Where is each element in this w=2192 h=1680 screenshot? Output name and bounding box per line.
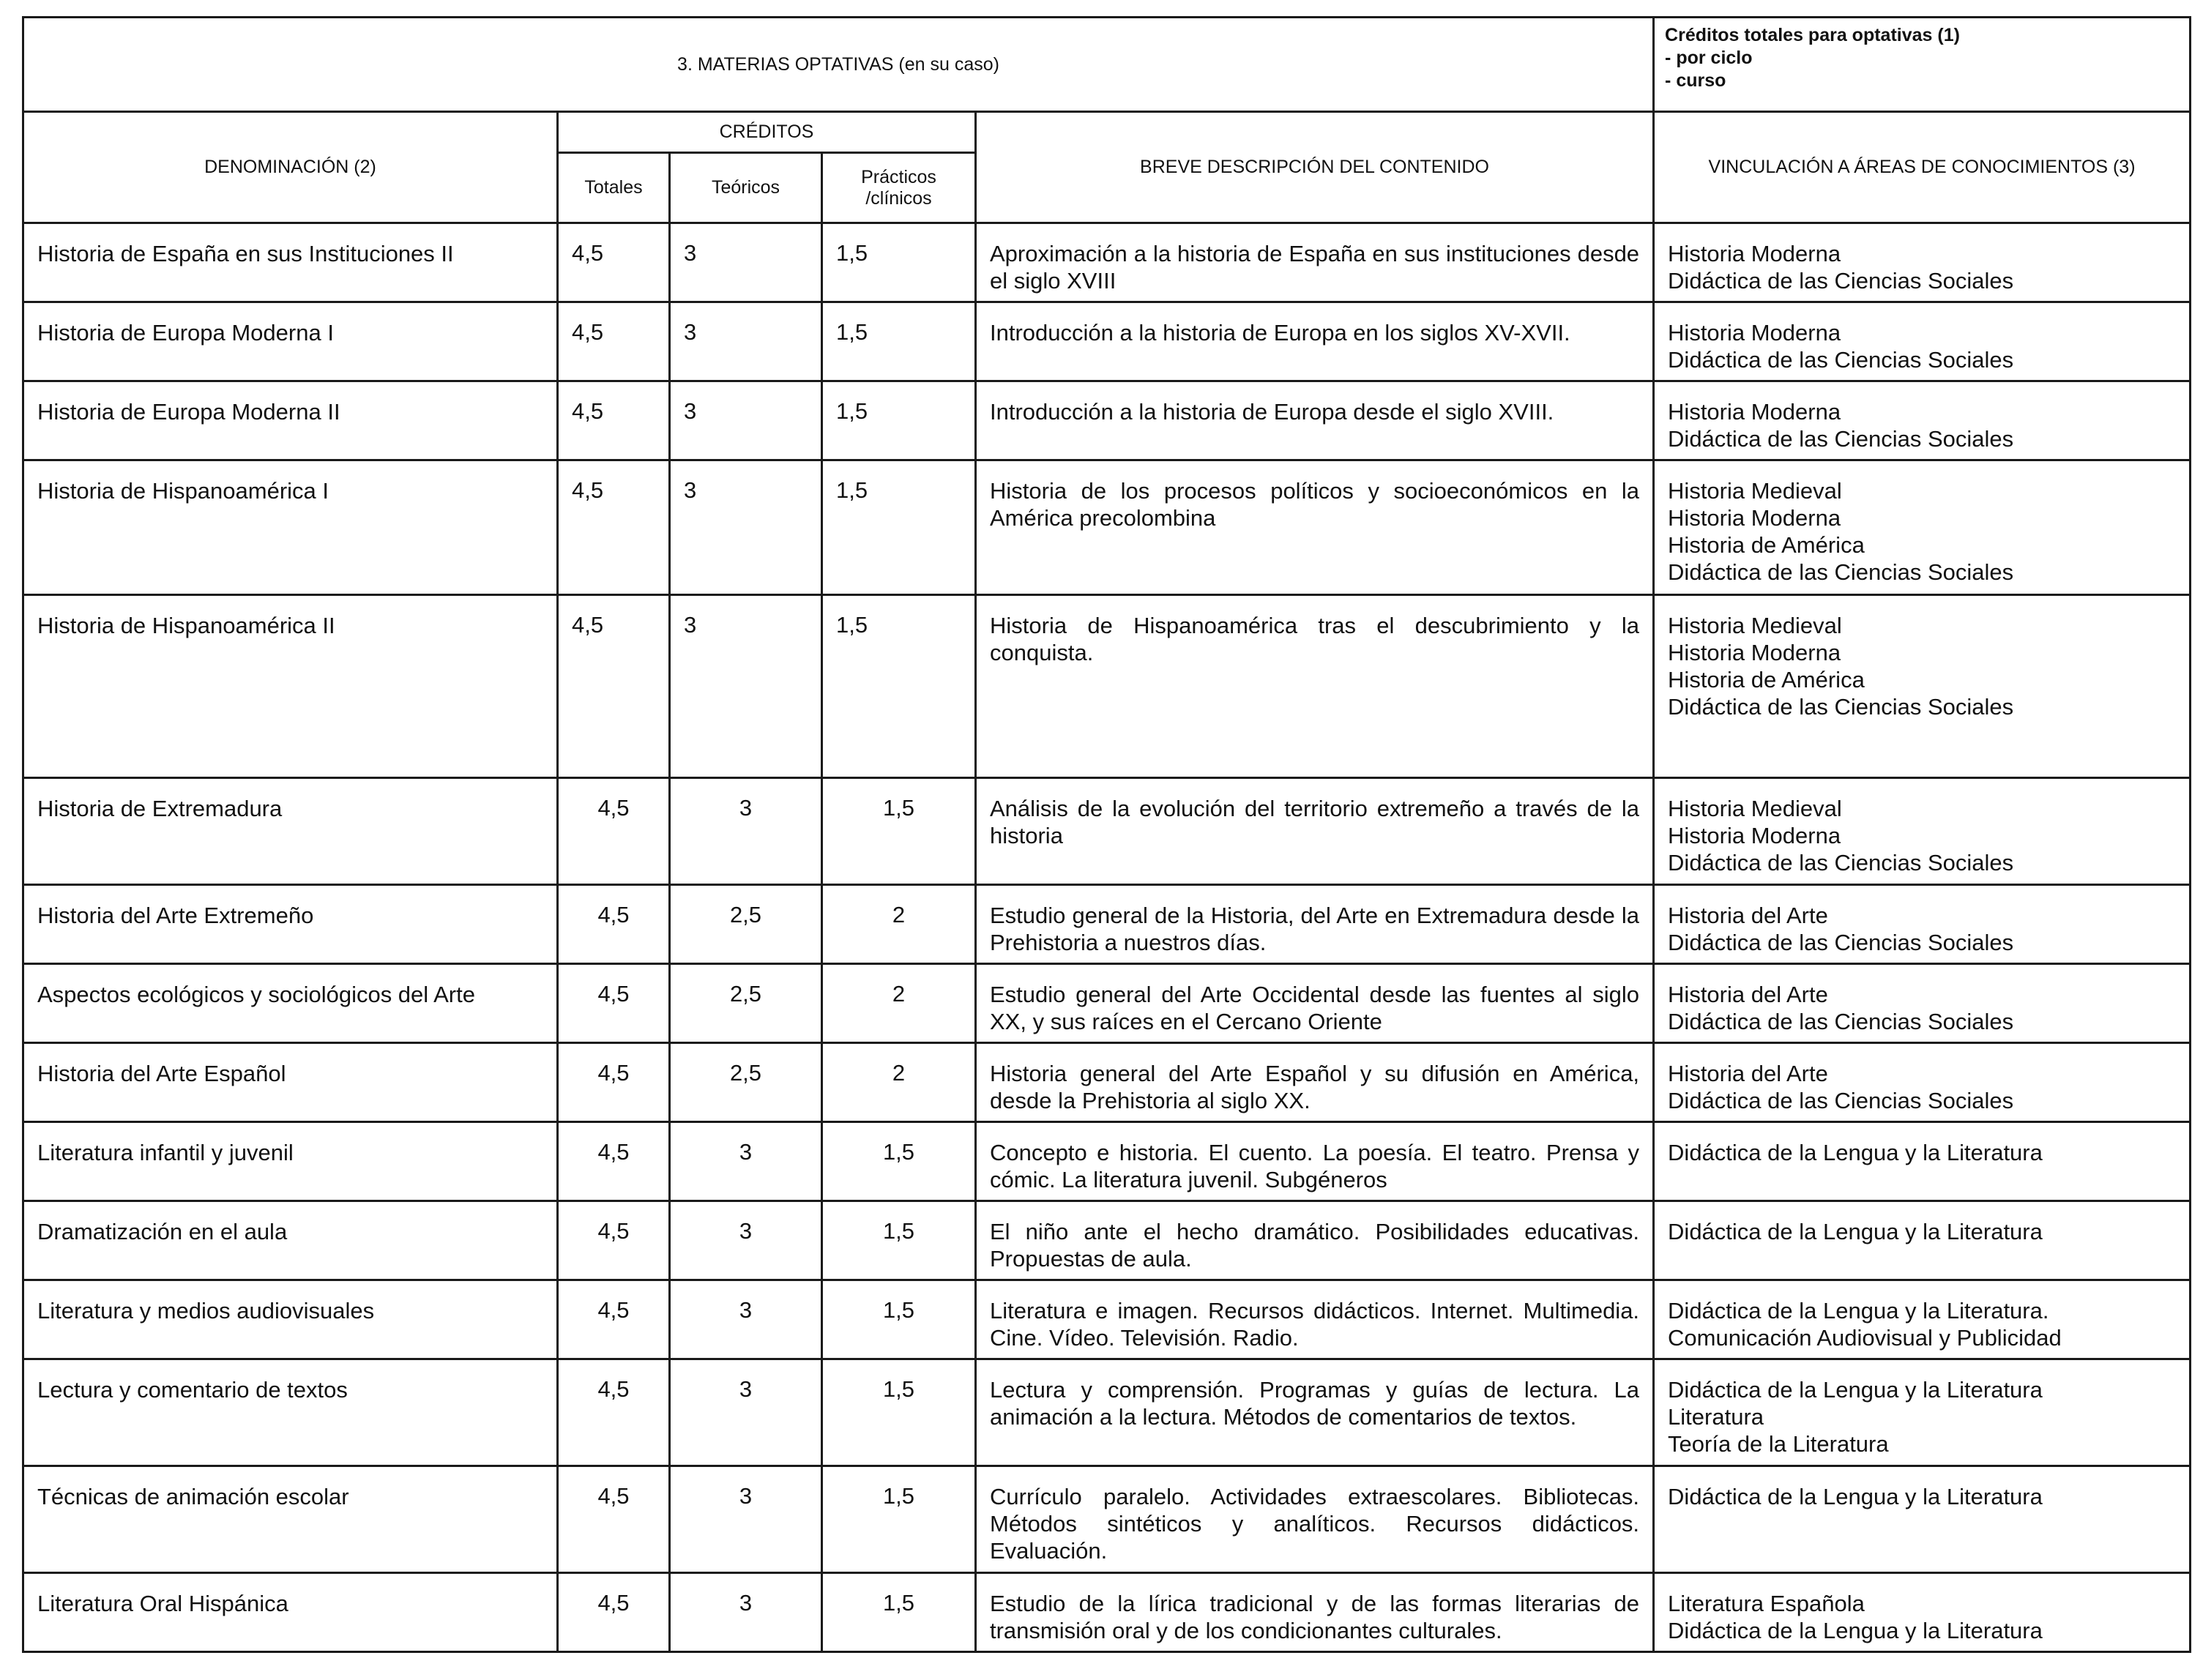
table-row <box>23 595 2191 778</box>
credits-note-line: Créditos totales para optativas (1) <box>1665 25 1960 45</box>
knowledge-areas <box>1654 223 2191 302</box>
table-row <box>23 1043 2191 1122</box>
knowledge-areas <box>1654 460 2191 595</box>
subject-name: Historia de Hispanoamérica II <box>23 595 558 778</box>
credits-practicos: 2 <box>822 964 976 1043</box>
table-row <box>23 778 2191 885</box>
credits-teoricos: 3 <box>670 778 822 885</box>
credits-totales: 4,5 <box>558 381 670 460</box>
knowledge-area-item: Comunicación Audiovisual y Publicidad <box>1668 1325 2062 1351</box>
knowledge-area-item: Didáctica de las Ciencias Sociales <box>1668 559 2014 585</box>
subject-name: Historia de Europa Moderna I <box>23 302 558 381</box>
knowledge-area-item: Didáctica de la Lengua y la Literatura <box>1668 1377 2043 1403</box>
knowledge-area-item: Historia de América <box>1668 667 1865 692</box>
col-denominacion-header <box>23 112 558 223</box>
knowledge-area-item: Historia Moderna <box>1668 399 1841 425</box>
credits-teoricos: 3 <box>670 381 822 460</box>
knowledge-area-item: Literatura Española <box>1668 1591 1865 1616</box>
knowledge-area-item: Historia del Arte <box>1668 1061 1828 1086</box>
credits-teoricos: 2,5 <box>670 964 822 1043</box>
content-description: Aproximación a la historia de España en sus instituciones desde el siglo XVIII <box>976 223 1654 302</box>
knowledge-area-item: Historia del Arte <box>1668 903 1828 928</box>
subject-name: Lectura y comentario de textos <box>23 1359 558 1466</box>
subject-name: Literatura Oral Hispánica <box>23 1573 558 1652</box>
content-description: Historia de Hispanoamérica tras el descubrimiento y la conquista. <box>976 595 1654 778</box>
knowledge-area-item: Historia Medieval <box>1668 478 1842 504</box>
credits-practicos: 1,5 <box>822 460 976 595</box>
col-denominacion-label: DENOMINACIÓN (2) <box>204 157 376 177</box>
table-row <box>23 1359 2191 1466</box>
credits-totales: 4,5 <box>558 1359 670 1466</box>
subject-name: Literatura y medios audiovisuales <box>23 1280 558 1359</box>
knowledge-area-item: Historia Moderna <box>1668 640 1841 665</box>
credits-practicos: 1,5 <box>822 1466 976 1573</box>
credits-totales: 4,5 <box>558 223 670 302</box>
credits-teoricos: 3 <box>670 1122 822 1201</box>
knowledge-area-item: Teoría de la Literatura <box>1668 1431 1889 1457</box>
content-description: Introducción a la historia de Europa en los siglos XV-XVII. <box>976 302 1654 381</box>
knowledge-area-item: Didáctica de las Ciencias Sociales <box>1668 426 2014 452</box>
credits-practicos: 1,5 <box>822 381 976 460</box>
credits-teoricos: 2,5 <box>670 1043 822 1122</box>
knowledge-areas <box>1654 595 2191 778</box>
credits-totales: 4,5 <box>558 460 670 595</box>
col-creditos-label: CRÉDITOS <box>719 122 814 142</box>
credits-teoricos: 2,5 <box>670 885 822 964</box>
credits-teoricos: 3 <box>670 1280 822 1359</box>
table-row <box>23 381 2191 460</box>
credits-totales: 4,5 <box>558 1573 670 1652</box>
knowledge-areas <box>1654 885 2191 964</box>
col-totales-label: Totales <box>584 177 643 198</box>
subject-name: Historia del Arte Extremeño <box>23 885 558 964</box>
credits-note-line: - por ciclo <box>1665 48 1753 68</box>
credits-teoricos: 3 <box>670 1466 822 1573</box>
credits-totales: 4,5 <box>558 1122 670 1201</box>
content-description: El niño ante el hecho dramático. Posibilidades educativas. Propuestas de aula. <box>976 1201 1654 1280</box>
knowledge-area-item: Didáctica de las Ciencias Sociales <box>1668 268 2014 294</box>
content-description: Currículo paralelo. Actividades extraescolares. Bibliotecas. Métodos sintéticos y analíticos. Recursos didácticos. Evaluación. <box>976 1466 1654 1573</box>
subject-name: Dramatización en el aula <box>23 1201 558 1280</box>
col-vinculacion-label: VINCULACIÓN A ÁREAS DE CONOCIMIENTOS (3) <box>1708 157 2136 177</box>
table-row <box>23 964 2191 1043</box>
knowledge-area-item: Historia del Arte <box>1668 982 1828 1007</box>
document-page <box>22 16 2189 1653</box>
knowledge-areas <box>1654 1573 2191 1652</box>
table-row <box>23 223 2191 302</box>
credits-practicos: 1,5 <box>822 595 976 778</box>
credits-teoricos: 3 <box>670 1573 822 1652</box>
content-description: Literatura e imagen. Recursos didácticos. Internet. Multimedia. Cine. Vídeo. Televisión. Radio. <box>976 1280 1654 1359</box>
knowledge-areas <box>1654 778 2191 885</box>
credits-teoricos: 3 <box>670 1359 822 1466</box>
subject-name: Aspectos ecológicos y sociológicos del Arte <box>23 964 558 1043</box>
knowledge-area-item: Literatura <box>1668 1404 1764 1430</box>
subject-name: Historia de Europa Moderna II <box>23 381 558 460</box>
knowledge-area-item: Didáctica de las Ciencias Sociales <box>1668 1088 2014 1113</box>
table-row <box>23 1466 2191 1573</box>
credits-teoricos: 3 <box>670 223 822 302</box>
knowledge-area-item: Historia Moderna <box>1668 505 1841 531</box>
credits-practicos: 1,5 <box>822 1280 976 1359</box>
knowledge-area-item: Didáctica de la Lengua y la Literatura <box>1668 1219 2043 1244</box>
credits-totales: 4,5 <box>558 885 670 964</box>
table-row <box>23 460 2191 595</box>
knowledge-areas <box>1654 1466 2191 1573</box>
table-row <box>23 1573 2191 1652</box>
knowledge-areas <box>1654 964 2191 1043</box>
knowledge-area-item: Historia Moderna <box>1668 241 1841 266</box>
table-row <box>23 1280 2191 1359</box>
credits-totales: 4,5 <box>558 1201 670 1280</box>
content-description: Lectura y comprensión. Programas y guías de lectura. La animación a la lectura. Métodos de comentarios de textos. <box>976 1359 1654 1466</box>
content-description: Análisis de la evolución del territorio extremeño a través de la historia <box>976 778 1654 885</box>
col-totales-header <box>558 153 670 223</box>
subject-name: Historia de España en sus Instituciones II <box>23 223 558 302</box>
col-descripcion-label: BREVE DESCRIPCIÓN DEL CONTENIDO <box>1140 157 1489 177</box>
knowledge-area-item: Didáctica de las Ciencias Sociales <box>1668 930 2014 955</box>
section-title-text: 3. MATERIAS OPTATIVAS (en su caso) <box>677 53 999 75</box>
content-description: Introducción a la historia de Europa desde el siglo XVIII. <box>976 381 1654 460</box>
col-descripcion-header <box>976 112 1654 223</box>
subject-name: Historia de Extremadura <box>23 778 558 885</box>
credits-teoricos: 3 <box>670 595 822 778</box>
content-description: Historia de los procesos políticos y socioeconómicos en la América precolombina <box>976 460 1654 595</box>
col-practicos-label: Prácticos /clínicos <box>861 166 936 209</box>
content-description: Concepto e historia. El cuento. La poesía. El teatro. Prensa y cómic. La literatura juvenil. Subgéneros <box>976 1122 1654 1201</box>
credits-totales: 4,5 <box>558 1280 670 1359</box>
credits-teoricos: 3 <box>670 460 822 595</box>
credits-totales: 4,5 <box>558 302 670 381</box>
content-description: Historia general del Arte Español y su difusión en América, desde la Prehistoria al siglo XX. <box>976 1043 1654 1122</box>
knowledge-area-item: Historia Moderna <box>1668 320 1841 346</box>
table-row <box>23 885 2191 964</box>
table-body <box>23 223 2191 1652</box>
knowledge-area-item: Didáctica de la Lengua y la Literatura <box>1668 1484 2043 1509</box>
knowledge-areas <box>1654 1280 2191 1359</box>
subject-name: Literatura infantil y juvenil <box>23 1122 558 1201</box>
knowledge-area-item: Historia Moderna <box>1668 823 1841 848</box>
knowledge-areas <box>1654 1359 2191 1466</box>
knowledge-areas <box>1654 381 2191 460</box>
col-practicos-header <box>822 153 976 223</box>
table-row <box>23 1201 2191 1280</box>
credits-practicos: 1,5 <box>822 1359 976 1466</box>
credits-practicos: 1,5 <box>822 1201 976 1280</box>
knowledge-areas <box>1654 1043 2191 1122</box>
knowledge-area-item: Didáctica de la Lengua y la Literatura. <box>1668 1298 2049 1324</box>
knowledge-areas <box>1654 1201 2191 1280</box>
knowledge-area-item: Didáctica de las Ciencias Sociales <box>1668 694 2014 720</box>
subject-name: Técnicas de animación escolar <box>23 1466 558 1573</box>
subject-name: Historia del Arte Español <box>23 1043 558 1122</box>
credits-totales: 4,5 <box>558 1466 670 1573</box>
knowledge-area-item: Didáctica de las Ciencias Sociales <box>1668 347 2014 373</box>
optativas-table <box>22 16 2191 1653</box>
knowledge-area-item: Historia de América <box>1668 532 1865 558</box>
subject-name: Historia de Hispanoamérica I <box>23 460 558 595</box>
credits-totales: 4,5 <box>558 778 670 885</box>
credits-practicos: 1,5 <box>822 778 976 885</box>
knowledge-area-item: Historia Medieval <box>1668 796 1842 821</box>
credits-totales: 4,5 <box>558 595 670 778</box>
credits-teoricos: 3 <box>670 1201 822 1280</box>
credits-practicos: 1,5 <box>822 223 976 302</box>
content-description: Estudio general de la Historia, del Arte en Extremadura desde la Prehistoria a nuestros días. <box>976 885 1654 964</box>
credits-practicos: 1,5 <box>822 1122 976 1201</box>
col-vinculacion-header <box>1654 112 2191 223</box>
knowledge-area-item: Historia Medieval <box>1668 613 1842 638</box>
credits-practicos: 2 <box>822 885 976 964</box>
knowledge-area-item: Didáctica de las Ciencias Sociales <box>1668 1009 2014 1034</box>
knowledge-area-item: Didáctica de la Lengua y la Literatura <box>1668 1140 2043 1165</box>
knowledge-area-item: Didáctica de la Lengua y la Literatura <box>1668 1618 2043 1643</box>
credits-note <box>1654 18 2191 112</box>
col-teoricos-label: Teóricos <box>711 177 780 198</box>
credits-practicos: 1,5 <box>822 302 976 381</box>
credits-practicos: 1,5 <box>822 1573 976 1652</box>
content-description: Estudio de la lírica tradicional y de las formas literarias de transmisión oral y de los condicionantes culturales. <box>976 1573 1654 1652</box>
credits-note-line: - curso <box>1665 70 1726 91</box>
table-row <box>23 1122 2191 1201</box>
knowledge-area-item: Didáctica de las Ciencias Sociales <box>1668 850 2014 876</box>
col-teoricos-header <box>670 153 822 223</box>
credits-teoricos: 3 <box>670 302 822 381</box>
content-description: Estudio general del Arte Occidental desde las fuentes al siglo XX, y sus raíces en el Cercano Oriente <box>976 964 1654 1043</box>
credits-practicos: 2 <box>822 1043 976 1122</box>
knowledge-areas <box>1654 1122 2191 1201</box>
credits-totales: 4,5 <box>558 964 670 1043</box>
knowledge-areas <box>1654 302 2191 381</box>
col-creditos-header <box>558 112 976 153</box>
table-row <box>23 302 2191 381</box>
section-title <box>23 18 1654 112</box>
credits-totales: 4,5 <box>558 1043 670 1122</box>
